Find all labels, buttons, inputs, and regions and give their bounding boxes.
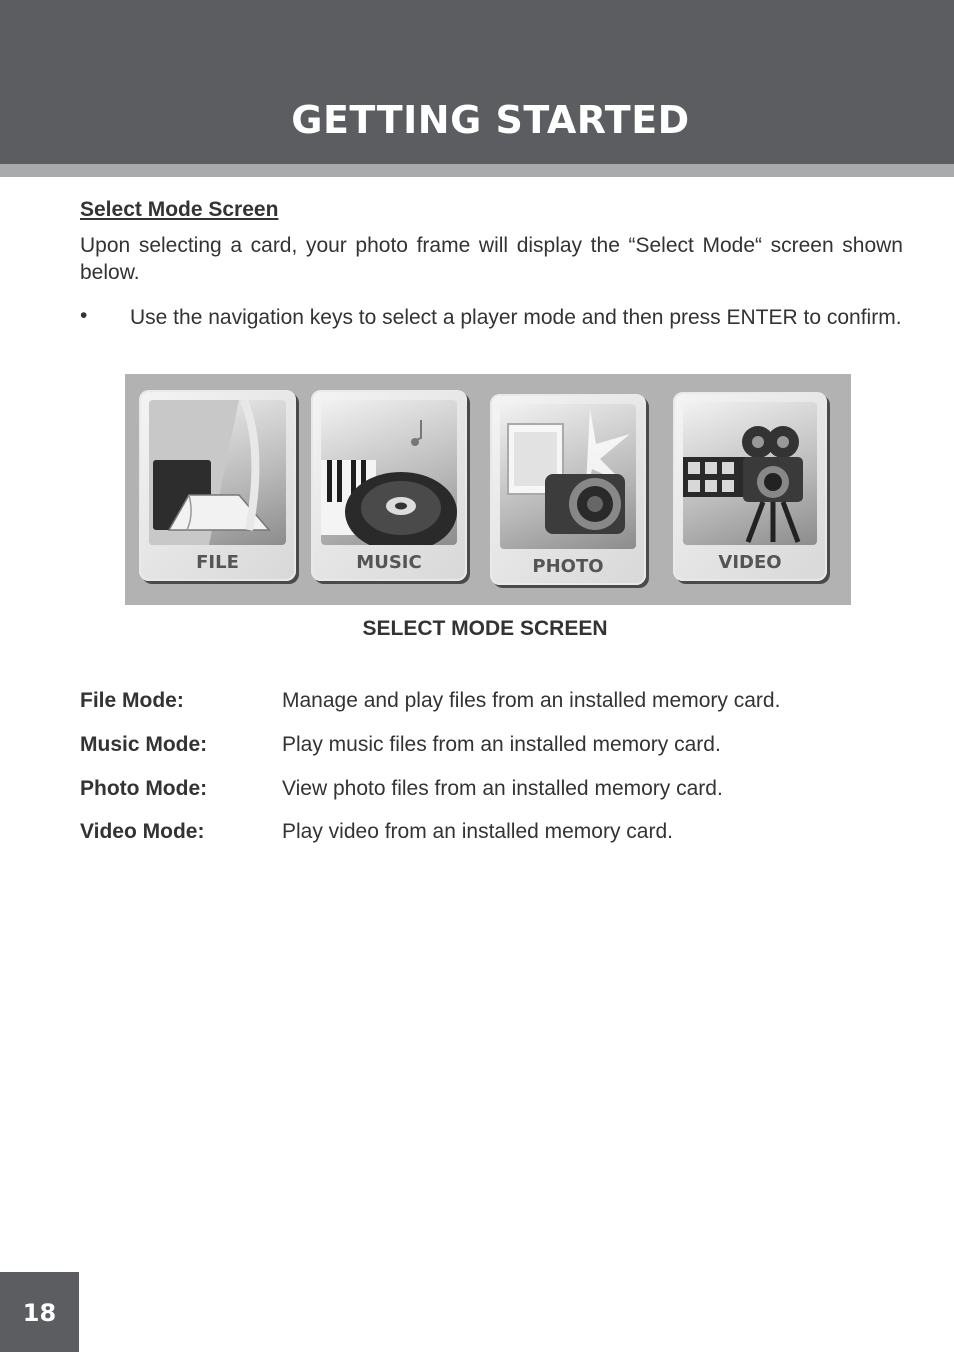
photo-camera-icon bbox=[500, 404, 636, 549]
mode-name: Photo Mode: bbox=[80, 777, 208, 800]
music-mode-label: MUSIC bbox=[356, 552, 422, 573]
header-stripe bbox=[0, 164, 954, 177]
page-title: GETTING STARTED bbox=[291, 98, 690, 142]
page-number-tab bbox=[0, 1272, 79, 1352]
file-mode-tile[interactable] bbox=[139, 390, 296, 581]
music-disc-icon bbox=[321, 400, 457, 545]
video-mode-label: VIDEO bbox=[718, 552, 782, 573]
mode-name: Music Mode: bbox=[80, 733, 208, 756]
mode-description: Manage and play files from an installed memory card. bbox=[282, 689, 781, 712]
bullet-text: Use the navigation keys to select a player mode and then press ENTER to confirm. bbox=[130, 306, 902, 329]
photo-mode-label: PHOTO bbox=[532, 556, 604, 577]
file-mode-label: FILE bbox=[196, 552, 239, 573]
mode-name: File Mode: bbox=[80, 689, 184, 712]
bullet-mark: • bbox=[80, 304, 88, 327]
mode-description: View photo files from an installed memory card. bbox=[282, 777, 723, 800]
photo-mode-tile[interactable] bbox=[490, 394, 646, 585]
video-camera-icon bbox=[683, 402, 817, 545]
mode-name: Video Mode: bbox=[80, 820, 205, 843]
figure-caption: SELECT MODE SCREEN bbox=[362, 617, 608, 640]
page-number: 18 bbox=[22, 1299, 57, 1327]
mode-description: Play music files from an installed memory card. bbox=[282, 733, 721, 756]
video-mode-tile[interactable] bbox=[673, 392, 827, 581]
select-mode-screen bbox=[125, 374, 851, 605]
mode-description: Play video from an installed memory card. bbox=[282, 820, 673, 843]
file-book-icon bbox=[149, 400, 286, 545]
music-mode-tile[interactable] bbox=[311, 390, 467, 581]
section-title: Select Mode Screen bbox=[80, 198, 279, 221]
intro-paragraph: Upon selecting a card, your photo frame will display the “Select Mode“ screen shown below. bbox=[80, 234, 903, 284]
